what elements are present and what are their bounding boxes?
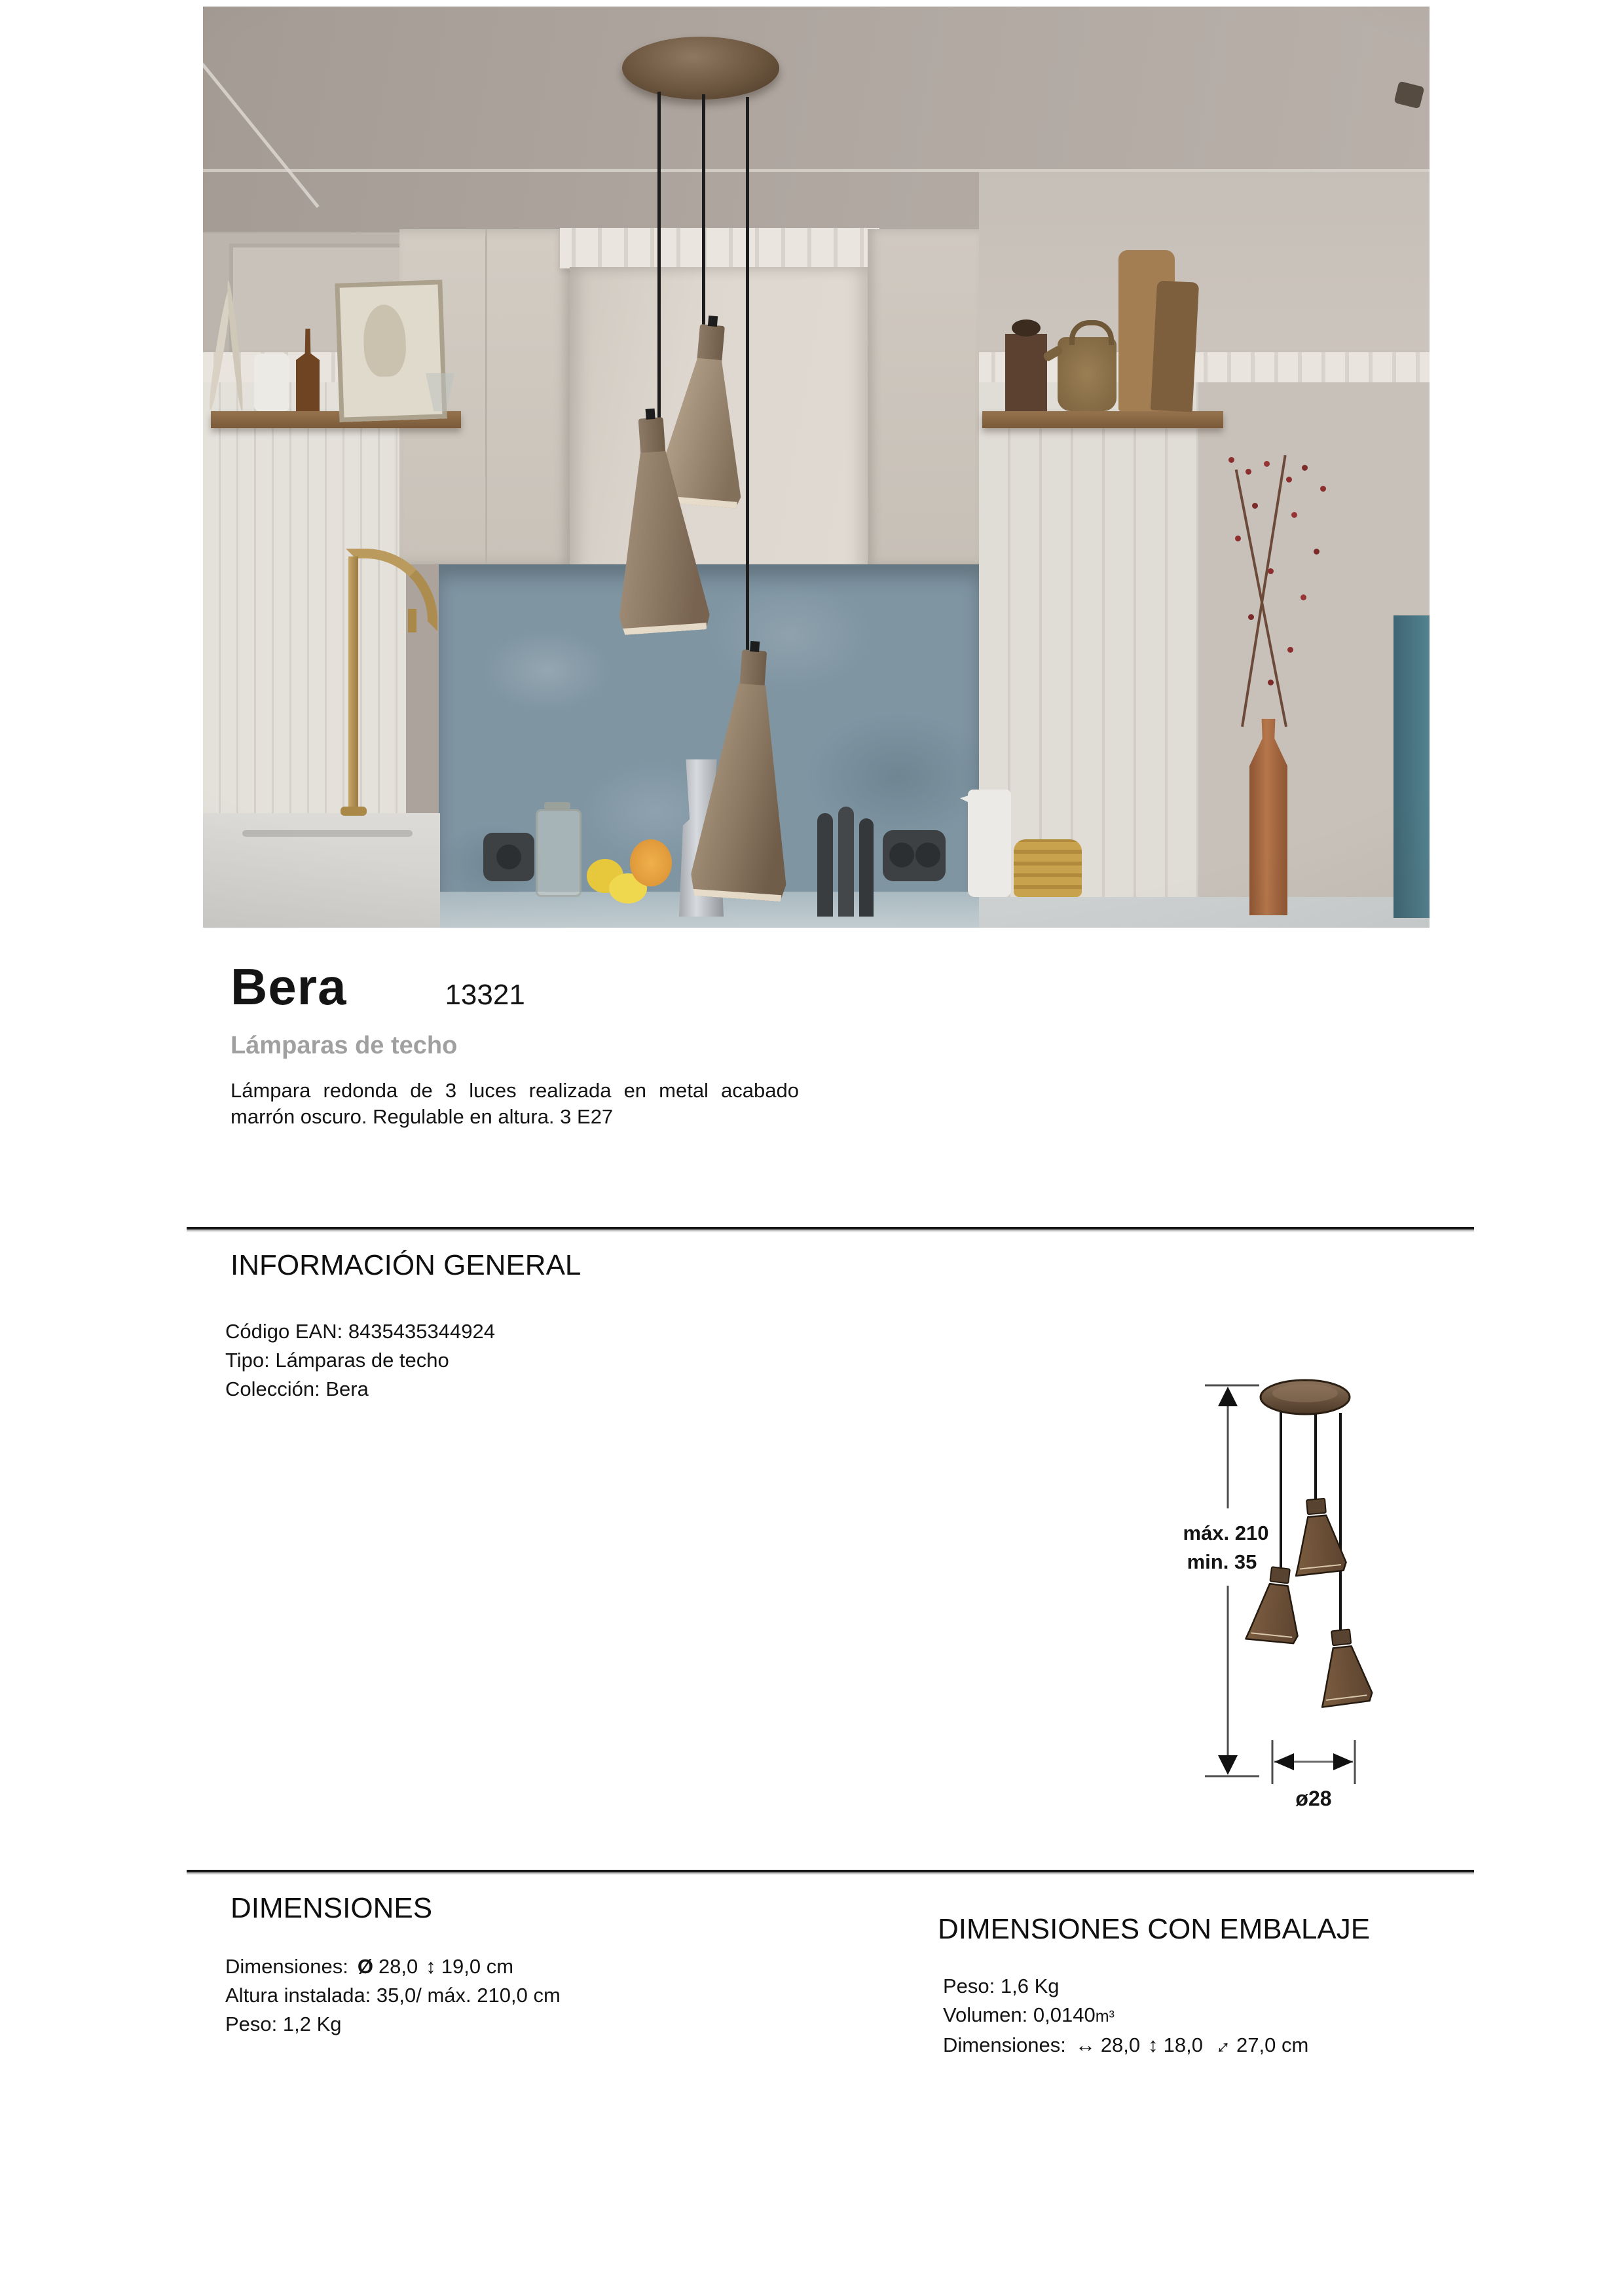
shade-middle [1289,1497,1347,1576]
type-row: Tipo: Lámparas de techo [225,1349,449,1372]
product-category: Lámparas de techo [231,1032,458,1059]
photo-vignette [203,7,1430,928]
product-photo [203,7,1430,928]
dimensions-size-row: Dimensiones: Ø 28,0 ↕ 19,0 cm [225,1955,514,1978]
dimensions-rows [225,1952,561,2039]
min-height-label: min. 35 [1187,1550,1257,1573]
arrow-right-icon [1333,1753,1353,1770]
height-icon: ↕ [1148,2033,1158,2056]
general-info-rows [225,1317,495,1404]
height-dimension [1205,1385,1259,1776]
section-divider [187,1870,1474,1872]
section-divider [187,1227,1474,1230]
depth-icon: ↔ [1205,2030,1236,2060]
arrow-down-icon [1218,1755,1238,1775]
section-heading-packaging: DIMENSIONES CON EMBALAJE [938,1913,1371,1945]
product-description: Lámpara redonda de 3 luces realizada en metal acabado marrón oscuro. Regulable en altura. 3 E27 [231,1079,799,1128]
packaging-rows [943,1972,1308,2060]
dimension-diagram [1166,1362,1513,1820]
product-code: 13321 [445,979,525,1011]
diameter-icon: Ø [357,1955,373,1978]
ean-row: Código EAN: 8435435344924 [225,1320,495,1343]
product-name: Bera [231,958,347,1015]
packaging-size-row: Dimensiones: ↔ 28,0 ↕ 18,0 ↔27,0 cm [943,2031,1308,2060]
max-height-label: máx. 210 [1183,1522,1269,1544]
arrow-left-icon [1274,1753,1294,1770]
height-icon: ↕ [426,1955,436,1978]
installed-height-row: Altura instalada: 35,0/ máx. 210,0 cm [225,1984,561,2007]
section-heading-dimensions: DIMENSIONES [231,1892,433,1924]
width-icon: ↔ [1075,2033,1096,2056]
volume-unit: m³ [1095,2007,1115,2026]
packaging-volume-row: Volumen: 0,0140m³ [943,2003,1115,2026]
packaging-weight-row: Peso: 1,6 Kg [943,1975,1060,1997]
shade-left [1246,1565,1305,1645]
section-heading-general: INFORMACIÓN GENERAL [231,1249,581,1281]
collection-row: Colección: Bera [225,1377,369,1400]
title-row [231,957,525,1017]
diameter-label: ø28 [1295,1787,1332,1810]
arrow-up-icon [1218,1387,1238,1406]
weight-row: Peso: 1,2 Kg [225,2013,342,2035]
shade-right [1314,1628,1373,1707]
